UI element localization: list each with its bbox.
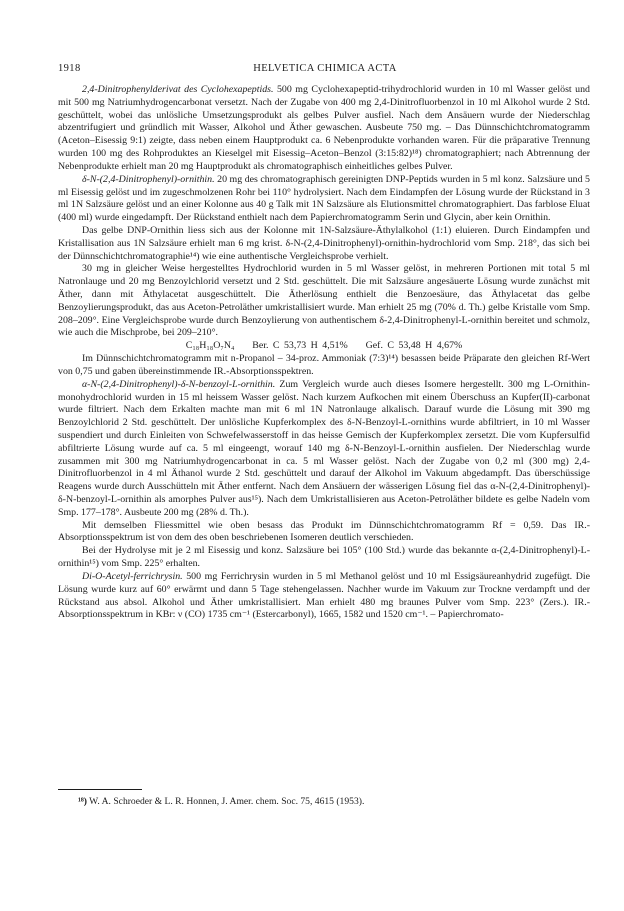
molecular-formula: C₁₈H₁₈O₇N₄ bbox=[185, 340, 235, 352]
footnote bbox=[78, 796, 590, 808]
paragraph-text: 500 mg Ferrichrysin wurden in 5 ml Methanol gelöst und 10 ml Essigsäureanhydrid zugefügt. Die Lösung wurde kurz auf 60° erwärmt und dann 5 Tage stehengelassen. Nachher wurde im Vakuum zur Trockne verdampft und der Rückstand aus absol. Alkohol und Äther umkristallisiert. Man erhielt 480 mg braunes Pulver vom Smp. 223° (Zers.). IR.-Absorptionsspektrum in KBr: ν (CO) 1735 cm⁻¹ (Estercarbonyl), 1665, 1582 und 1520 cm⁻¹. – Papierchromato- bbox=[58, 570, 590, 621]
paragraph-text: 20 mg des chromatographisch gereinigten DNP-Peptids wurden in 5 ml konz. Salzsäure und 5 ml Eisessig gelöst und im zugeschmolzenen Rohr bei 110° hydrolysiert. Nach dem Eindampfen der Lösung wurde der Rückstand in 3 ml 1N Salzsäure gelöst und an einer Kolonne aus 40 g Talk mit 1N Salzsäure als Elutionsmittel chromatographiert. Das farblose Eluat (400 ml) wurde eingedampft. Der Rückstand enthielt nach dem Papierchromatogramm Serin und Glycin, aber kein Ornithin. bbox=[58, 173, 590, 224]
paragraph-dnp-ornithine bbox=[58, 174, 590, 225]
paragraph-text: Im Dünnschichtchromatogramm mit n-Propanol – 34-proz. Ammoniak (7:3)¹⁴) besassen beide Präparate den gleichen Rf-Wert von 0,75 und gaben übereinstimmende IR.-Absorptionsspektren. bbox=[58, 353, 590, 377]
found-values: Gef. C 53,48 H 4,67% bbox=[365, 340, 463, 352]
section-lead: δ-N-(2,4-Dinitrophenyl)-ornithin. bbox=[82, 173, 215, 185]
elemental-analysis bbox=[58, 340, 590, 353]
calculated-values: Ber. C 53,73 H 4,51% bbox=[252, 340, 348, 352]
section-lead: α-N-(2,4-Dinitrophenyl)-δ-N-benzoyl-L-ornithin. bbox=[82, 378, 276, 390]
footnote-marker: ¹⁸) bbox=[78, 796, 87, 807]
paragraph-alpha-isomer bbox=[58, 379, 590, 520]
footnote-divider bbox=[58, 789, 142, 790]
paragraph-acetyl-ferrichrysin bbox=[58, 571, 590, 622]
paragraph-text: 500 mg Cyclohexapeptid-trihydrochlorid wurden in 10 ml Wasser gelöst und mit 500 mg Natriumhydrogencarbonat versetzt. Nach der Zugabe von 400 mg 2,4-Dinitrofluorbenzol in 10 ml Alkohol wurde 2 Std. geschüttelt, wobei das unlösliche Umsetzungsprodukt als gelbes Pulver ausfiel. Nach dem Ansäuern wurde der Niederschlag abzentrifugiert und gründlich mit Wasser, Alkohol und Äther gewaschen. Ausbeute 750 mg. – Das Dünnschichtchromatogramm (Aceton–Eisessig 9:1) zeigte, dass neben einem Hauptprodukt ca. 6 Nebenprodukte vorhanden waren. Für die präparative Trennung wurden 100 mg des Rohproduktes an Kieselgel mit Eisessig–Aceton–Benzol (3:15:82)¹⁸) chromatographiert; nach Abtrennung der Nebenprodukte erhielt man 20 mg Hauptprodukt als chromatographisch einheitliches gelbes Pulver. bbox=[58, 84, 590, 172]
paragraph-dnp-cyclohexapeptide bbox=[58, 84, 590, 174]
paragraph-rf-value bbox=[58, 520, 590, 546]
journal-title: HELVETICA CHIMICA ACTA bbox=[253, 63, 397, 74]
paragraph-hydrolysis bbox=[58, 545, 590, 571]
paragraph-text: Bei der Hydrolyse mit je 2 ml Eisessig und konz. Salzsäure bei 105° (100 Std.) wurde das bekannte α-(2,4-Dinitrophenyl)-L-ornithin¹⁵) vom Smp. 225° erhalten. bbox=[58, 545, 590, 570]
footnote-text: W. A. Schroeder & L. R. Honnen, J. Amer. chem. Soc. 75, 4615 (1953). bbox=[86, 796, 365, 807]
paragraph-text: Zum Vergleich wurde auch dieses Isomere hergestellt. 300 mg L-Ornithin-monohydrochlorid wurden in 15 ml heissem Wasser gelöst. Nach kurzem Aufkochen mit einem Überschuss an Kupfer(II)-carbonat wurde filtriert. Nach dem Erkalten machte man mit 6 ml 1N Natronlauge alkalisch. Darauf wurde die Lösung mit 390 mg Benzoylchlorid 2 Std. geschüttelt. Der unlösliche Kupferkomplex des δ-N-Benzoyl-L-ornithins wurde abfiltriert, in 10 ml Wasser suspendiert und durch Einleiten von Schwefelwasserstoff in das heisse Gemisch der Kupferkomplex zersetzt. Die vom Kupfersulfid abfiltrierte Lösung wurde auf ca. 5 ml eingeengt, worauf 140 mg δ-N-Benzoyl-L-ornithin ausfielen. Der Niederschlag wurde zusammen mit 300 mg Natriumhydrogencarbonat in ca. 5 ml Wasser gelöst. Nach der Zugabe von 0,2 ml (300 mg) 2,4-Dinitrofluorbenzol in 4 ml Äthanol wurde 2 Std. geschüttelt und darauf der Alkohol im Vakuum abgedampft. Das überschüssige Reagens wurde durch Ausschütteln mit Äther entfernt. Nach dem Ansäuern der wässerigen Lösung fiel das α-N-(2,4-Dinitrophenyl)-δ-N-benzoyl-L-ornithin als amorphes Pulver aus¹⁵). Nach dem Umkristallisieren aus Aceton-Petroläther bildete es gelbe Nadeln vom Smp. 177–178°. Ausbeute 200 mg (28% d. Th.). bbox=[58, 378, 590, 518]
paragraph-text: Mit demselben Fliessmittel wie oben besass das Produkt im Dünnschichtchromatogramm Rf = 0,59. Das IR.-Absorptionsspektrum ist von dem des oben beschriebenen Isomeren deutlich verschieden. bbox=[58, 519, 590, 544]
section-lead: 2,4-Dinitrophenylderivat des Cyclohexapeptids. bbox=[82, 84, 274, 95]
paragraph-tlc bbox=[58, 353, 590, 379]
running-header bbox=[58, 63, 592, 77]
section-lead: Di-O-Acetyl-ferrichrysin. bbox=[82, 570, 183, 582]
article-body bbox=[58, 84, 590, 622]
page-number: 1918 bbox=[58, 63, 81, 74]
paragraph-text: Das gelbe DNP-Ornithin liess sich aus der Kolonne mit 1N-Salzsäure-Äthylalkohol (1:1) eluieren. Durch Eindampfen und Kristallisation aus 1N Salzsäure erhielt man 6 mg krist. δ-N-(2,4-Dinitrophenyl)-ornithin-hydrochlorid vom Smp. 218°, das sich bei der Dünnschichtchromatographie¹⁴) wie eine authentische Vergleichsprobe verhielt. bbox=[58, 224, 590, 262]
paragraph-text: 30 mg in gleicher Weise hergestelltes Hydrochlorid wurden in 5 ml Wasser gelöst, in mehreren Portionen mit total 5 ml Natronlauge und 20 mg Benzoylchlorid versetzt und 2 Std. geschüttelt. Die mit Salzsäure angesäuerte Lösung wurde zunächst mit Äther, dann mit Äthylacetat ausgeschüttelt. Die Ätherlösung enthielt die Benzoesäure, das Äthylacetat das gelbe Benzoylierungsprodukt, das aus Aceton-Petroläther umkristallisiert wurde. Man erhielt 25 mg (70% d. Th.) gelbe Kristalle vom Smp. 208–209°. Eine Vergleichsprobe wurde durch Benzoylierung von authentischem δ-2,4-Dinitrophenyl-L-ornithin bereitet und schmolz, wie auch die Mischprobe, bei 209–210°. bbox=[58, 263, 590, 339]
paragraph-elution bbox=[58, 225, 590, 263]
paragraph-benzoylation bbox=[58, 263, 590, 340]
